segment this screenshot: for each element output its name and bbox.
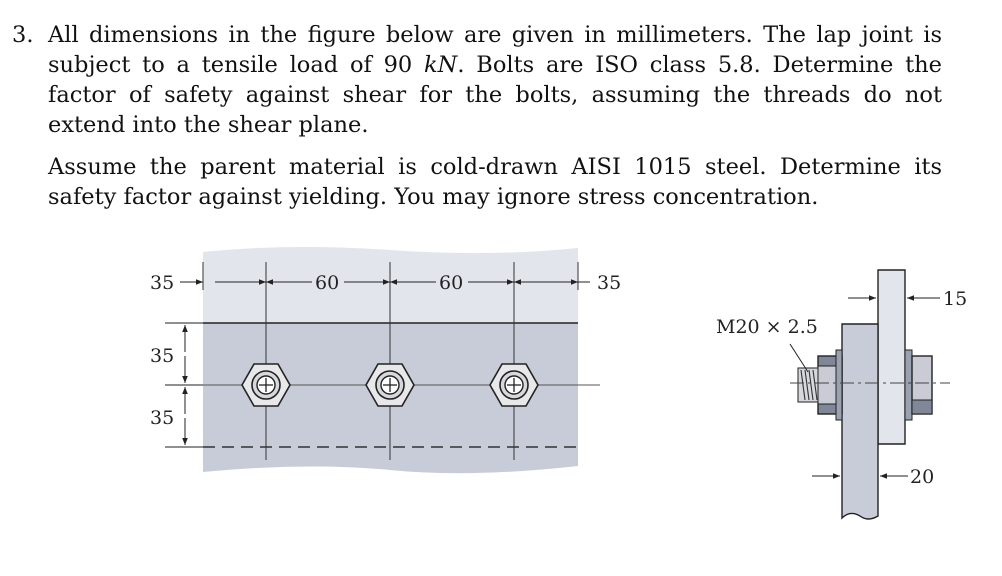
dim-h-3: 60 [439, 272, 464, 294]
dim-h-4: 35 [597, 272, 622, 294]
bolt-thread [798, 368, 818, 402]
dim-h-2: 60 [315, 272, 340, 294]
dim-h-1: 35 [150, 272, 175, 294]
problem-text-a: All dimensions in the figure below are given in millimeters. The lap joint is subject to a tensile load of 90 [48, 22, 942, 78]
load-unit: kN [424, 52, 458, 78]
problem-text-b: . Bolts are ISO class 5.8. Determine the factor of safety against shear for the bolts, assuming the threads do not extend into the shear plane. [48, 52, 942, 138]
problem-number: 3. [12, 22, 34, 48]
right-plate [878, 270, 905, 444]
dim-15: 15 [943, 288, 968, 310]
left-plate [842, 324, 878, 519]
side-view [716, 270, 967, 519]
nut [818, 350, 842, 420]
top-view [150, 247, 621, 473]
problem-paragraph-2: Assume the parent material is cold-drawn AISI 1015 steel. Determine its safety factor against yielding. You may ignore stress concentration. [48, 154, 942, 210]
bolt-spec-label: M20 × 2.5 [716, 316, 818, 338]
bolt-head-side [905, 350, 932, 420]
dim-v-1: 35 [150, 345, 175, 367]
dim-20: 20 [910, 466, 935, 488]
dim-v-2: 35 [150, 407, 175, 429]
